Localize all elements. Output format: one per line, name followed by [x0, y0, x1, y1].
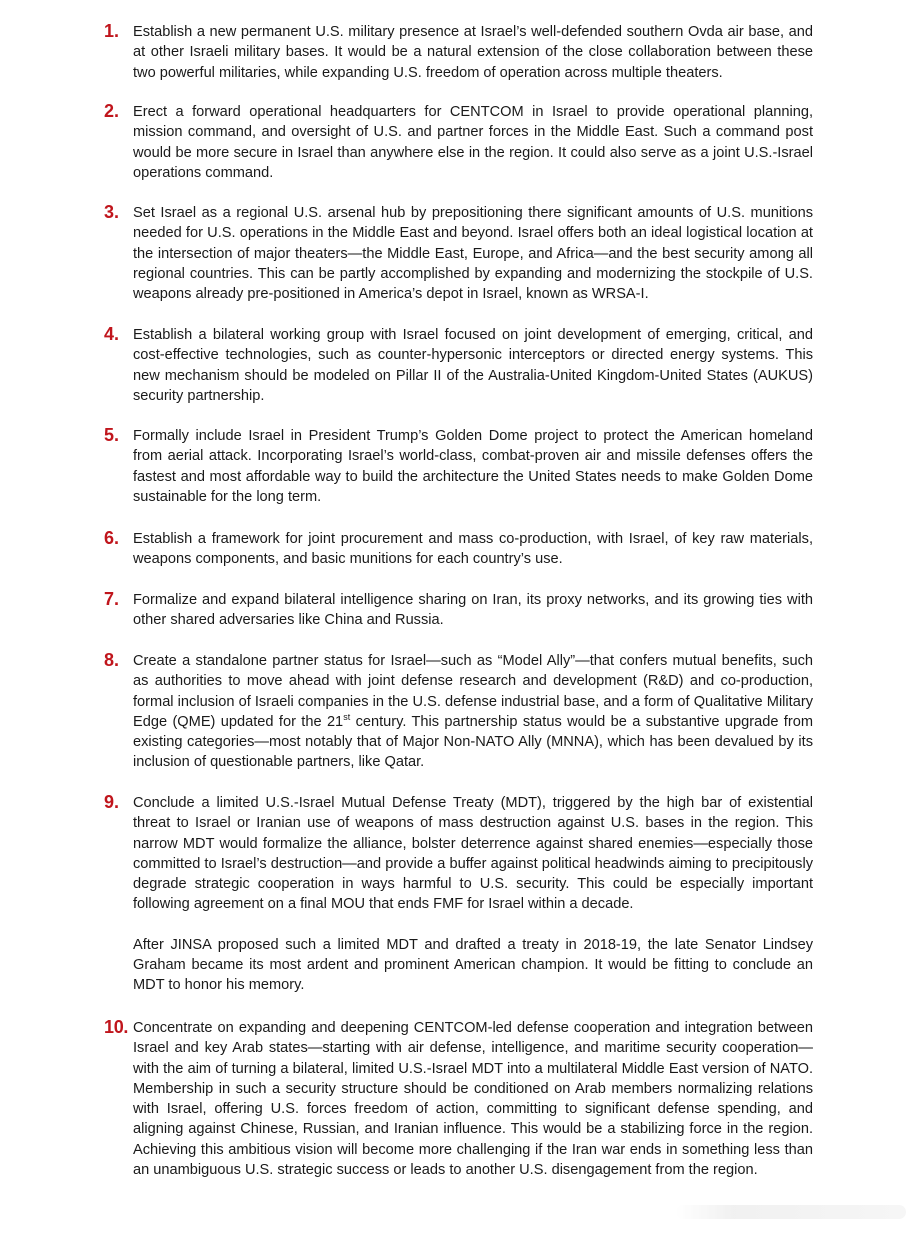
item-body — [133, 590, 813, 631]
item-paragraph: Set Israel as a regional U.S. arsenal hub by prepositioning there significant amounts of U.S. munitions needed for U.S. operations in the Middle East and beyond. Israel offers both an ideal logistical location at the intersection of major theaters—the Middle East, Europe, and Africa—and the best security among all regional countries. This can be partly accomplished by expanding and modernizing the stockpile of U.S. weapons already pre-positioned in America’s depot in Israel, known as WRSA-I. — [133, 205, 813, 303]
item-body — [133, 793, 813, 996]
item-paragraph: Establish a framework for joint procurement and mass co-production, with Israel, of key raw materials, weapons components, and basic munitions for each country’s use. — [133, 531, 813, 568]
ordinal-superscript: st — [343, 712, 351, 723]
item-paragraph: Formally include Israel in President Trump’s Golden Dome project to protect the American homeland from aerial attack. Incorporating Israel’s world-class, combat-proven air and missile defenses offers the fastest and most affordable way to build the architecture the United States needs to make Golden Dome sustainable for the long term. — [133, 428, 813, 505]
item-number: 10. — [104, 1017, 129, 1037]
item-body — [133, 325, 813, 406]
item-paragraph: After JINSA proposed such a limited MDT and drafted a treaty in 2018-19, the late Senator Lindsey Graham became its most ardent and prominent American champion. It would be fitting to conclude an MDT to honor his memory. — [133, 936, 813, 994]
item-body — [133, 651, 813, 773]
item-text: Create a standalone partner status for Israel—such as “Model Ally”—that confers mutual benefits, such as authorities to move ahead with joint defense research and development (R&D) and co-production, formal inclusion of Israeli companies in the U.S. defense industrial base, and a form of Qualitative Military Edge (QME) updated for the 21 — [133, 653, 813, 730]
item-paragraph: Concentrate on expanding and deepening CENTCOM-led defense cooperation and integration between Israel and key Arab states—starting with air defense, intelligence, and maritime security cooperation—with the aim of turning a bilateral, limited U.S.-Israel MDT into a multilateral Middle East version of NATO. Membership in such a security structure should be conditioned on Arab members normalizing relations with Israel, offering U.S. forces freedom of action, committing to significant defense spending, and aligning against Chinese, Russian, and Iranian influence. This would be a stabilizing force in the region. Achieving this ambitious vision will become more challenging if the Iran war ends in something less than an unambiguous U.S. strategic success or leads to another U.S. disengagement from the region. — [133, 1020, 813, 1179]
item-paragraph: Erect a forward operational headquarters for CENTCOM in Israel to provide operational planning, mission command, and oversight of U.S. and partner forces in the Middle East. Such a command post would be more secure in Israel than anywhere else in the region. It could also serve as a joint U.S.-Israel operations command. — [133, 104, 813, 181]
item-body — [133, 426, 813, 507]
item-number: 1. — [104, 21, 120, 41]
item-number: 4. — [104, 324, 120, 344]
item-number: 9. — [104, 792, 120, 812]
item-paragraph: Establish a new permanent U.S. military presence at Israel’s well-defended southern Ovda air base, and at other Israeli military bases. It would be a natural extension of the close collaboration between these two powerful militaries, while expanding U.S. freedom of operation across multiple theaters. — [133, 24, 813, 81]
item-number: 7. — [104, 589, 120, 609]
item-number: 5. — [104, 425, 120, 445]
item-body — [133, 1018, 813, 1180]
item-number: 8. — [104, 650, 120, 670]
item-paragraph — [133, 651, 813, 773]
item-number: 3. — [104, 202, 120, 222]
item-paragraph: Conclude a limited U.S.-Israel Mutual Defense Treaty (MDT), triggered by the high bar of existential threat to Israel or Iranian use of weapons of mass destruction against U.S. bases in the region. This narrow MDT would formalize the alliance, bolster deterrence against shared enemies—especially those committed to Israel’s destruction—and provide a buffer against political headwinds aiming to precipitously degrade strategic cooperation in ways harmful to U.S. security. This could be especially important following agreement on a final MOU that ends FMF for Israel within a decade. — [133, 795, 813, 913]
item-body — [133, 203, 813, 304]
item-number: 2. — [104, 101, 120, 121]
item-body — [133, 22, 813, 83]
item-number: 6. — [104, 528, 120, 548]
item-body — [133, 529, 813, 570]
item-paragraph: Formalize and expand bilateral intelligence sharing on Iran, its proxy networks, and its growing ties with other shared adversaries like China and Russia. — [133, 592, 813, 629]
item-body — [133, 102, 813, 183]
watermark — [676, 1205, 906, 1219]
item-paragraph: Establish a bilateral working group with Israel focused on joint development of emerging, critical, and cost-effective technologies, such as counter-hypersonic interceptors or directed energy systems. This new mechanism should be modeled on Pillar II of the Australia-United Kingdom-United States (AUKUS) security partnership. — [133, 327, 813, 404]
item-text: century. This partnership status would be a substantive upgrade from existing categories—most notably that of Major Non-NATO Ally (MNNA), which has been devalued by its inclusion of questionable partners, like Qatar. — [133, 713, 813, 771]
